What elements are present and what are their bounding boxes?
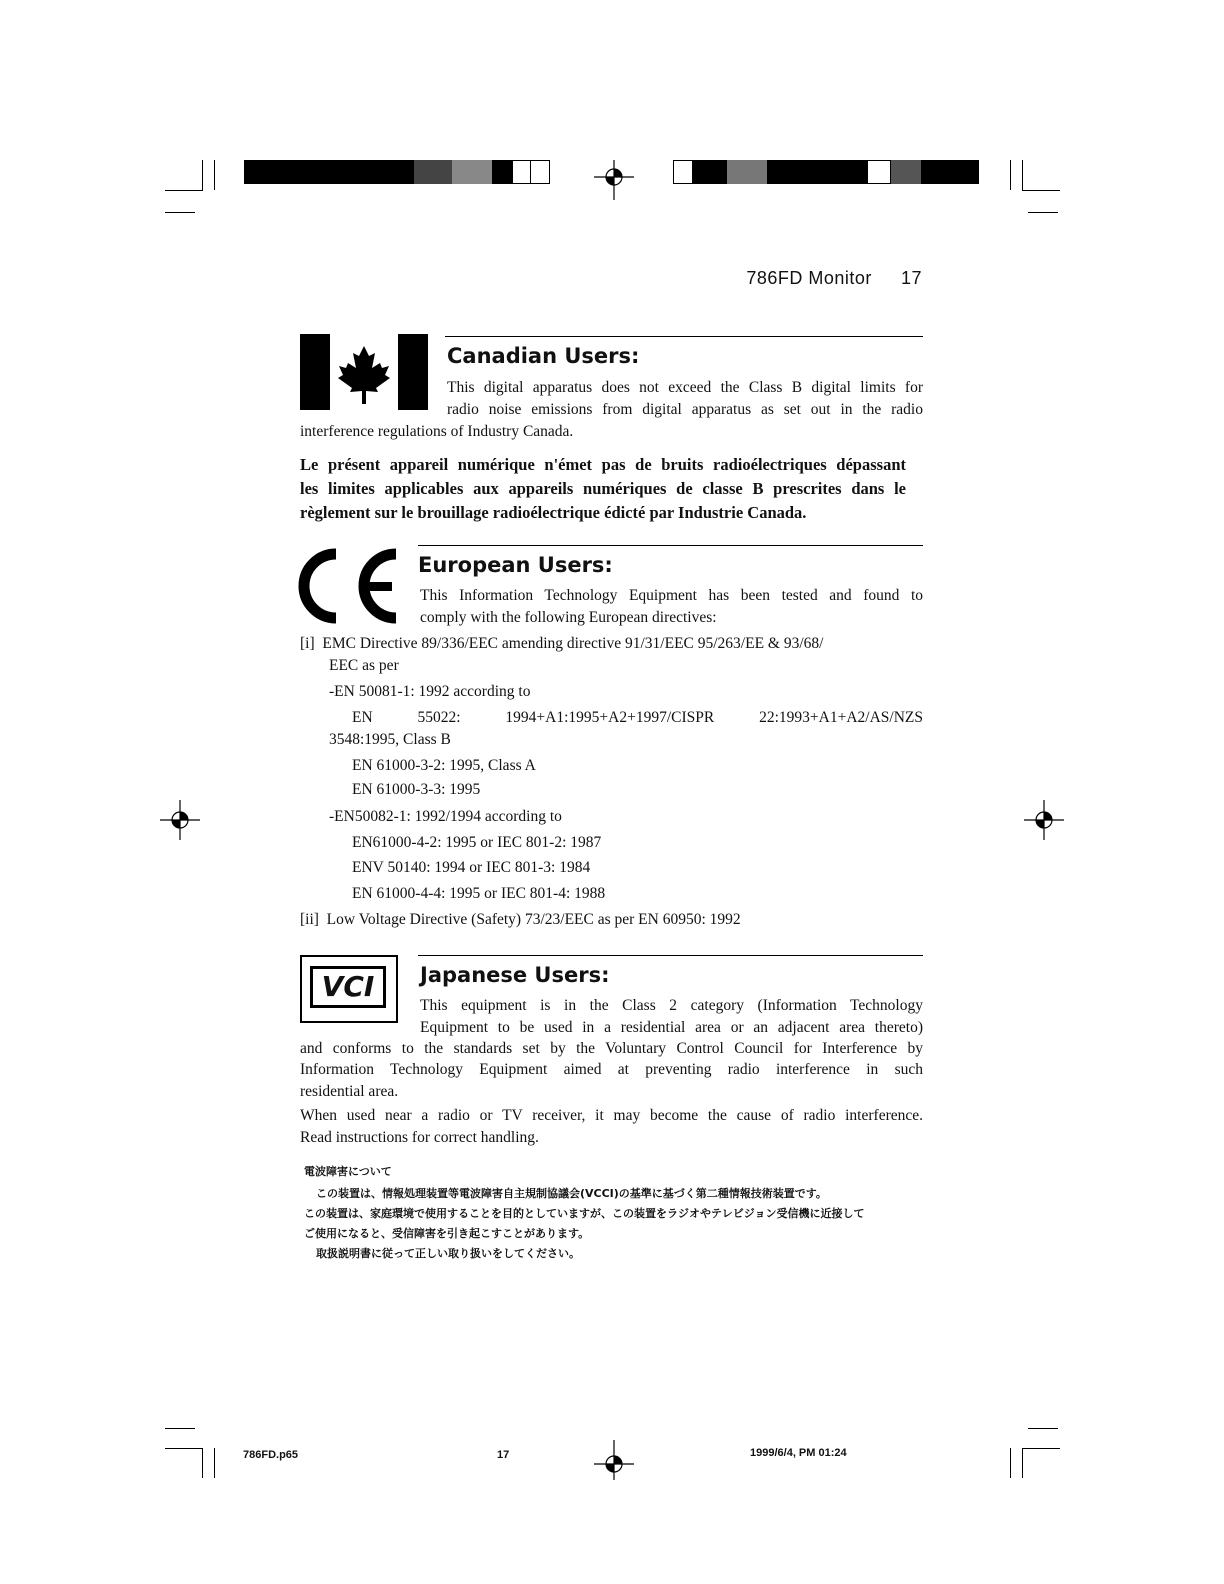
registration-target-icon [1024,800,1064,840]
registration-target-icon [594,1440,634,1480]
print-page-number: 17 [497,1449,510,1461]
page-title: 786FD Monitor [746,268,872,288]
canadian-text-line: interference regulations of Industry Canada. [300,423,574,440]
print-timestamp: 1999/6/4, PM 01:24 [750,1447,847,1459]
directive-line: ENV 50140: 1994 or IEC 801-3: 1984 [352,859,591,876]
directive-line: 3548:1995, Class B [329,731,451,748]
canada-flag-icon [300,334,428,410]
directive-line: EEC as per [329,657,399,674]
registration-target-icon [160,800,200,840]
jp-notice-line: 取扱説明書に従って正しい取り扱いをしてください。 [316,1247,580,1260]
directive-line: EN 61000-4-4: 1995 or IEC 801-4: 1988 [352,885,606,902]
japanese-heading: Japanese Users: [420,963,610,987]
jp-notice-line: この装置は、情報処理装置等電波障害自主規制協議会(VCCI)の基準に基づく第二種情報技術装置です。 [316,1187,827,1200]
directive-line: EN61000-4-2: 1995 or IEC 801-2: 1987 [352,834,602,851]
directive-line: EN 61000-3-3: 1995 [352,781,481,798]
japanese-text-line: This equipment is in the Class 2 category (Information Technology [420,997,923,1014]
print-file-name: 786FD.p65 [243,1449,299,1461]
japanese-text-line: and conforms to the standards set by the Voluntary Control Council for Interference by [300,1040,923,1057]
jp-notice-title: 電波障害について [304,1165,392,1178]
european-intro-line: This Information Technology Equipment has been tested and found to [420,587,923,604]
japanese-text-line: Read instructions for correct handling. [300,1129,539,1146]
page-number: 17 [900,268,922,288]
canadian-french-line: règlement sur le brouillage radioélectrique édicté par Industrie Canada. [300,503,807,522]
jp-notice-line: この装置は、家庭環境で使用することを目的としていますが、この装置をラジオやテレビジョン受信機に近接して [304,1207,865,1220]
canadian-french-line: Le présent appareil numérique n'émet pas de bruits radioélectriques dépassant [300,455,906,474]
japanese-text-line: residential area. [300,1083,399,1100]
directive-line: -EN50082-1: 1992/1994 according to [329,808,562,825]
ce-mark-icon [298,546,400,626]
color-bar-right [673,160,979,184]
european-intro-line: comply with the following European directives: [420,609,717,626]
japanese-text-line: Information Technology Equipment aimed at preventing radio interference in such [300,1061,923,1078]
color-bar-left [244,160,550,184]
vci-logo: VCI [300,955,398,1023]
page-header [700,268,922,289]
japanese-text-line: When used near a radio or TV receiver, it may become the cause of radio interference. [300,1107,923,1124]
european-heading: European Users: [418,553,613,577]
directive-line: [ii] Low Voltage Directive (Safety) 73/23/EEC as per EN 60950: 1992 [300,911,741,928]
directive-line: EN 55022: 1994+A1:1995+A2+1997/CISPR 22:1993+A1+A2/AS/NZS [352,709,923,726]
registration-target-icon [594,160,634,200]
canadian-french-line: les limites applicables aux appareils numériques de classe B prescrites dans le [300,479,906,498]
canadian-text-line: This digital apparatus does not exceed the Class B digital limits for [447,379,923,396]
canadian-heading: Canadian Users: [447,344,640,368]
directive-line: -EN 50081-1: 1992 according to [329,683,531,700]
jp-notice-line: ご使用になると、受信障害を引き起こすことがあります。 [304,1227,590,1240]
directive-line: EN 61000-3-2: 1995, Class A [352,757,536,774]
directive-line: [i] EMC Directive 89/336/EEC amending directive 91/31/EEC 95/263/EE & 93/68/ [300,635,824,652]
japanese-text-line: Equipment to be used in a residential area or an adjacent area thereto) [420,1019,923,1036]
canadian-text-line: radio noise emissions from digital apparatus as set out in the radio [447,401,923,418]
